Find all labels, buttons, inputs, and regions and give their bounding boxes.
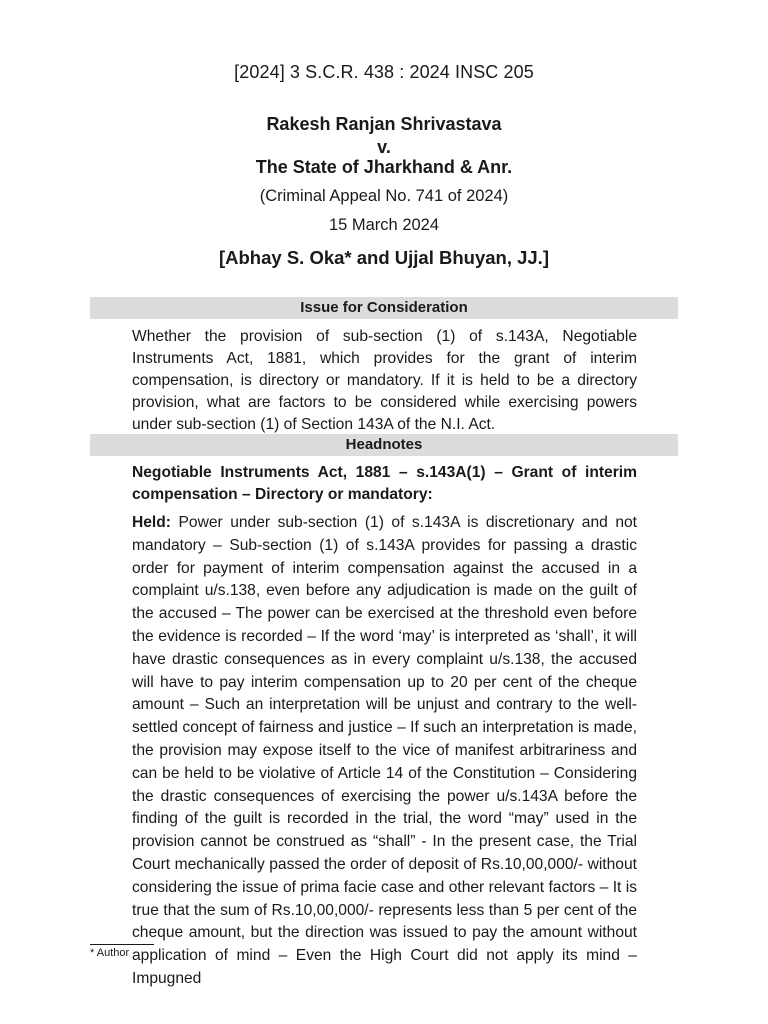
citation: [2024] 3 S.C.R. 438 : 2024 INSC 205 — [234, 62, 534, 82]
held-text: Power under sub-section (1) of s.143A is discretionary and not mandatory – Sub-section (1) of s.143A provides for passing a drastic order for payment of interim compensation against the accused in a complaint u/s.138, even before any adjudication is made on the guilt of the accused – The power can be exercised at the threshold even before the evidence is recorded – If the word ‘may’ is interpreted as ‘shall’, it will have drastic consequences as in every complaint u/s.138, the accused will have to pay interim compensation up to 20 per cent of the cheque amount – Such an interpretation will be unjust and contrary to the well-settled concept of fairness and justice – If such an interpretation is made, the provision may expose itself to the vice of manifest arbitrariness and can be held to be violative of Article 14 of the Constitution – Considering the drastic consequences of exercising the power u/s.143A before the finding of the guilt is recorded in the trial, the word “may” used in the provision cannot be construed as “shall” - In the present case, the Trial Court mechanically passed the order of deposit of Rs.10,00,000/- without considering the issue of prima facie case and other relevant factors – It is true that the sum of Rs.10,00,000/- represents less than 5 per cent of the cheque amount, but the direction was issued to pay the amount without application of mind – Even the High Court did not apply its mind – Impugned — [132, 514, 637, 987]
bench: [Abhay S. Oka* and Ujjal Bhuyan, JJ.] — [218, 247, 549, 268]
headnote-title: Negotiable Instruments Act, 1881 – s.143A(1) – Grant of interim compensation – Directory or mandatory: — [132, 464, 637, 503]
footnote: * Author — [90, 947, 130, 959]
footnote-divider — [90, 944, 154, 945]
held-paragraph — [132, 512, 637, 991]
judgment-date: 15 March 2024 — [328, 216, 440, 234]
issue-heading: Issue for Consideration — [90, 297, 678, 319]
versus-label: v. — [377, 137, 391, 157]
appeal-number: (Criminal Appeal No. 741 of 2024) — [259, 187, 509, 205]
respondent-name: The State of Jharkhand & Anr. — [255, 157, 513, 177]
petitioner-name: Rakesh Ranjan Shrivastava — [266, 114, 502, 134]
headnotes-heading: Headnotes — [90, 434, 678, 456]
issue-text: Whether the provision of sub-section (1) of s.143A, Negotiable Instruments Act, 1881, which provides for the grant of interim compensation, is directory or mandatory. If it is held to be a directory provision, what are factors to be considered while exercising powers under sub-section (1) of Section 143A of the N.I. Act. — [132, 328, 637, 433]
held-label: Held: — [132, 514, 171, 531]
